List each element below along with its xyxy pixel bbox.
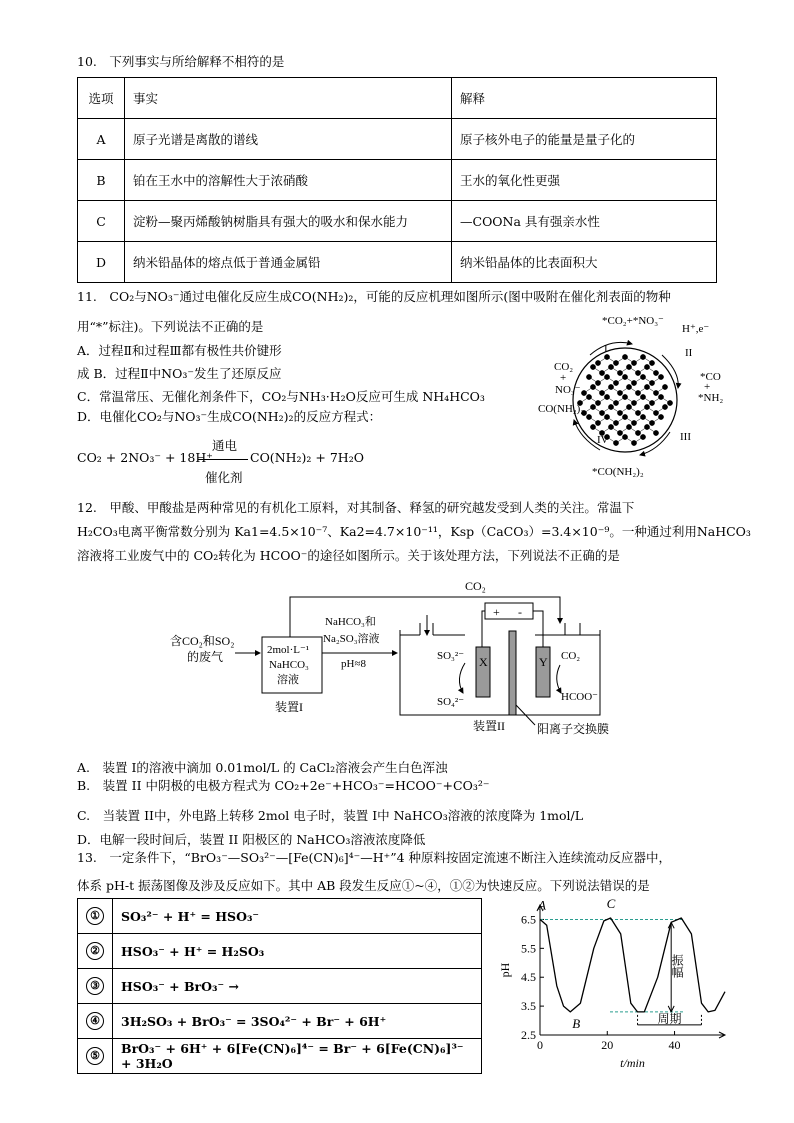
fact-cell: 淀粉—聚丙烯酸钠树脂具有强大的吸水和保水能力 — [125, 201, 452, 242]
label-adsorbed-urea: *CO(NH₂)₂ — [592, 466, 644, 478]
label-plus-right: + — [704, 381, 711, 393]
process-arrow-1 — [590, 342, 632, 355]
option-label: A — [78, 119, 125, 160]
lattice-bond — [584, 387, 665, 393]
device-i-label: 装置I — [275, 700, 303, 714]
waste-gas-label-2: 的废气 — [187, 650, 224, 664]
label-co2: CO₂ — [554, 361, 574, 373]
option-label: B — [78, 160, 125, 201]
y-axis-label: pH — [498, 962, 512, 978]
transfer-label-1: NaHCO₃和 — [325, 616, 376, 628]
q12-stem-line1: 12. 甲酸、甲酸盐是两种常见的有机化工原料，对其制备、释氢的研究越发受到人类的关注。常温下 — [77, 500, 635, 515]
q11-option-d: D．电催化CO₂与NO₃⁻生成CO(NH₂)₂的反应方程式： — [77, 409, 382, 424]
q11-equation-condition-bottom: 催化剂 — [205, 470, 243, 485]
q11-option-b: 成 B．过程Ⅱ中NO₃⁻发生了还原反应 — [77, 366, 282, 381]
explanation-cell: 王水的氧化性更强 — [452, 160, 717, 201]
electrode-x-label: X — [479, 655, 488, 669]
reaction-row — [78, 934, 482, 969]
electrode-y-label: Y — [539, 655, 548, 669]
device-i-conc: 2mol·L⁻¹ — [267, 644, 310, 656]
device-ii-label: 装置II — [473, 719, 505, 733]
process-label-2: II — [685, 347, 693, 359]
reaction-equation: BrO₃⁻ + 6H⁺ + 6[Fe(CN)₆]⁴⁻ = Br⁻ + 6[Fe(CN)₆]³⁻ + 3H₂O — [113, 1039, 482, 1074]
header-fact: 事实 — [125, 78, 452, 119]
q12-option-b: B. 装置 II 中阴极的电极方程式为 CO₂+2e⁻+HCO₃⁻=HCOO⁻+CO₃²⁻ — [77, 778, 490, 793]
y-tick-label: 2.5 — [521, 1028, 536, 1042]
so4-label: SO₄²⁻ — [437, 696, 465, 708]
q13-stem-line2: 体系 pH-t 振荡图像及涉及反应如下。其中 AB 段发生反应①~④，①②为快速反应。下列说法错误的是 — [77, 878, 650, 893]
ph-series-line — [540, 918, 725, 1012]
power-plus: + — [493, 605, 500, 619]
reaction-row — [78, 1004, 482, 1039]
co2-top-label: CO₂ — [465, 579, 486, 593]
q11-equation-condition-top: 通电 — [212, 438, 238, 453]
amplitude-label: 振幅 — [670, 954, 685, 979]
period-label: 周期 — [657, 1011, 682, 1026]
explanation-cell: 原子核外电子的能量是量子化的 — [452, 119, 717, 160]
electrolysis-apparatus-diagram — [165, 575, 625, 735]
y-tick-label: 6.5 — [521, 912, 536, 927]
cathode-reaction-arrow — [557, 665, 561, 693]
x-tick-label: 40 — [668, 1038, 681, 1052]
reaction-number: ④ — [86, 1012, 104, 1030]
process-label-1: I — [604, 343, 608, 355]
y-tick-label: 4.5 — [521, 970, 536, 985]
q11-option-c: C．常温常压、无催化剂条件下，CO₂与NH₃·H₂O反应可生成 NH₄HCO₃ — [77, 389, 485, 404]
table-row — [78, 160, 717, 201]
power-minus: - — [518, 605, 522, 619]
header-option: 选项 — [78, 78, 125, 119]
reaction-row — [78, 899, 482, 934]
cation-exchange-membrane — [509, 631, 516, 715]
x-axis-label: t/min — [620, 1056, 645, 1070]
chart-plot-area — [498, 896, 725, 1070]
option-label: D — [78, 242, 125, 283]
point-label: B — [572, 1015, 581, 1031]
process-label-4: IV — [597, 434, 609, 446]
label-no3: NO₃⁻ — [555, 384, 581, 396]
reaction-number: ③ — [86, 977, 104, 995]
q13-stem-line1: 13. 一定条件下，“BrO₃⁻—SO₃²⁻—[Fe(CN)₆]⁴⁻—H⁺”4 种原料按固定流速不断注入连续流动反应器中， — [77, 850, 672, 865]
membrane-label: 阳离子交换膜 — [537, 722, 610, 736]
hcoo-label: HCOO⁻ — [561, 691, 598, 703]
reaction-equation: SO₃²⁻ + H⁺ = HSO₃⁻ — [113, 899, 482, 934]
q13-reaction-table — [77, 898, 482, 1074]
explanation-cell: —COONa 具有强亲水性 — [452, 201, 717, 242]
waste-gas-label-1: 含CO₂和SO₂ — [170, 634, 235, 648]
y-tick-label: 5.5 — [521, 941, 536, 956]
anode-reaction-arrow — [459, 663, 465, 693]
reaction-number: ② — [86, 942, 104, 960]
header-explanation: 解释 — [452, 78, 717, 119]
table-header-row — [78, 78, 717, 119]
device-i-solution: 溶液 — [277, 674, 299, 686]
reaction-equation: 3H₂SO₃ + BrO₃⁻ = 3SO₄²⁻ + Br⁻ + 6H⁺ — [113, 1004, 482, 1039]
explanation-cell: 纳米铅晶体的比表面积大 — [452, 242, 717, 283]
so3-label: SO₃²⁻ — [437, 650, 465, 662]
q10-table — [77, 77, 717, 283]
table-row — [78, 242, 717, 283]
reaction-row — [78, 1039, 482, 1074]
process-label-3: III — [680, 431, 691, 443]
label-adsorbed-co: *CO — [700, 371, 721, 383]
wire-cathode — [533, 611, 543, 647]
catalyst-mechanism-diagram — [530, 310, 724, 485]
label-urea: CO(NH₂)₂ — [538, 403, 585, 415]
option-label: C — [78, 201, 125, 242]
x-tick-label: 20 — [601, 1038, 614, 1052]
q11-stem-line1: 11. CO₂与NO₃⁻通过电催化反应生成CO(NH₂)₂，可能的反应机理如图所示(图中吸附在催化剂表面的物种 — [77, 289, 671, 304]
q11-equation-arrow — [198, 459, 248, 460]
reaction-number: ① — [86, 907, 104, 925]
table-row — [78, 119, 717, 160]
x-tick-label: 0 — [537, 1038, 543, 1052]
reaction-row — [78, 969, 482, 1004]
q11-equation-left: CO₂ + 2NO₃⁻ + 18H⁺ — [77, 450, 213, 465]
reaction-equation: HSO₃⁻ + BrO₃⁻ → — [113, 969, 482, 1004]
point-label: C — [606, 896, 616, 911]
fact-cell: 纳米铅晶体的熔点低于普通金属铅 — [125, 242, 452, 283]
q11-equation-right: CO(NH₂)₂ + 7H₂O — [250, 450, 364, 465]
label-plus-left: + — [560, 372, 567, 384]
device-i-solute: NaHCO₃ — [269, 659, 309, 671]
transfer-label-2: Na₂SO₃溶液 — [323, 633, 380, 645]
q12-option-d: D．电解一段时间后，装置 II 阳极区的 NaHCO₃溶液浓度降低 — [77, 832, 426, 847]
lattice-bond — [584, 407, 665, 413]
q12-stem-line2: H₂CO₃电离平衡常数分别为 Ka1=4.5×10⁻⁷、Ka2=4.7×10⁻¹¹，Ksp（CaCO₃）=3.4×10⁻⁹。一种通过利用NaHCO₃ — [77, 524, 751, 539]
label-h-e: H⁺,e⁻ — [682, 323, 710, 335]
co2-right-label: CO₂ — [561, 650, 581, 662]
label-adsorbed-reactants: *CO₂+*NO₃⁻ — [602, 315, 664, 327]
q12-option-a: A. 装置 I的溶液中滴加 0.01mol/L 的 CaCl₂溶液会产生白色浑浊 — [77, 760, 448, 775]
reaction-equation: HSO₃⁻ + H⁺ = H₂SO₃ — [113, 934, 482, 969]
q12-option-c: C. 当装置 II中，外电路上转移 2mol 电子时，装置 I中 NaHCO₃溶液的浓度降为 1mol/L — [77, 808, 584, 823]
q11-option-a: A．过程Ⅱ和过程Ⅲ都有极性共价键形 — [77, 343, 282, 358]
label-adsorbed-nh2: *NH₂ — [698, 392, 724, 404]
point-label: A — [538, 897, 546, 913]
q11-stem-line2: 用“*”标注)。下列说法不正确的是 — [77, 319, 264, 334]
q10-title: 10. 下列事实与所给解释不相符的是 — [77, 54, 285, 69]
table-row — [78, 201, 717, 242]
reaction-number: ⑤ — [86, 1047, 104, 1065]
q12-stem-line3: 溶液将工业废气中的 CO₂转化为 HCOO⁻的途径如图所示。关于该处理方法，下列说法不正确的是 — [77, 548, 620, 563]
y-tick-label: 3.5 — [521, 999, 536, 1014]
ph-time-chart — [495, 895, 735, 1075]
process-arrow-2 — [662, 355, 678, 388]
fact-cell: 原子光谱是离散的谱线 — [125, 119, 452, 160]
catalyst-lattice — [577, 354, 672, 445]
transfer-label-3: pH≈8 — [341, 658, 366, 670]
fact-cell: 铂在王水中的溶解性大于浓硝酸 — [125, 160, 452, 201]
